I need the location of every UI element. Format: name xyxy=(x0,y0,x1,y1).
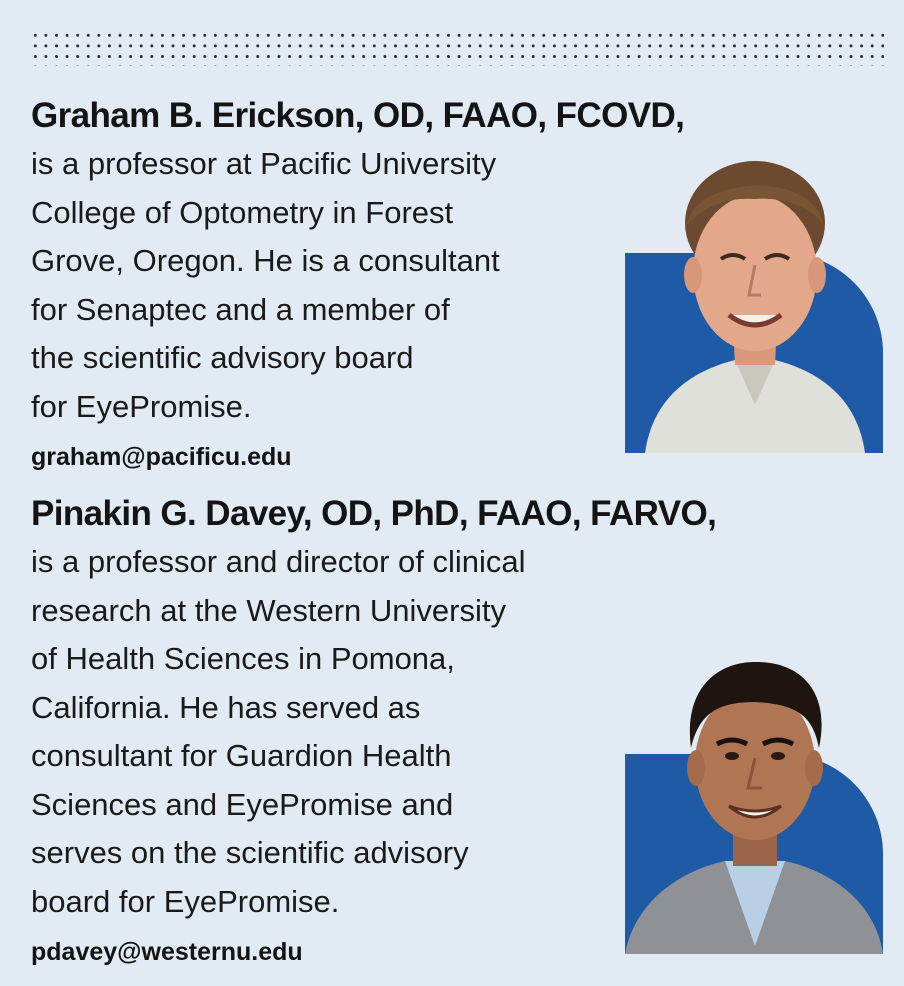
description-line: Grove, Oregon. He is a consultant xyxy=(31,243,500,278)
description-line: for Senaptec and a member of xyxy=(31,291,450,327)
description-line: for EyePromise. xyxy=(31,388,252,424)
author-description xyxy=(31,140,684,431)
description-line: California. He has served as xyxy=(31,689,421,725)
author-photo-pinakin-davey xyxy=(625,656,883,954)
author-name: Graham B. Erickson, OD, FAAO, FCOVD, xyxy=(31,96,685,135)
description-line: board for EyePromise. xyxy=(31,883,340,919)
description-line: is a professor at Pacific University xyxy=(31,146,497,181)
author-email-link[interactable]: graham@pacificu.edu xyxy=(31,443,292,471)
bio-pinakin-davey xyxy=(31,490,716,970)
author-photo-graham-erickson xyxy=(625,155,883,453)
bio-graham-erickson xyxy=(31,92,684,475)
description-line: research at the Western University xyxy=(31,592,506,628)
description-line: the scientific advisory board xyxy=(31,340,414,375)
description-line: Sciences and EyePromise and xyxy=(31,786,454,822)
description-line: College of Optometry in Forest xyxy=(31,194,454,230)
dotted-divider xyxy=(30,30,884,66)
description-line: serves on the scientific advisory xyxy=(31,835,469,870)
description-line: consultant for Guardion Health xyxy=(31,738,452,773)
description-line: is a professor and director of clinical xyxy=(31,544,526,579)
description-line: of Health Sciences in Pomona, xyxy=(31,641,455,676)
author-description xyxy=(31,538,716,926)
author-name: Pinakin G. Davey, OD, PhD, FAAO, FARVO, xyxy=(31,494,717,533)
author-email-link[interactable]: pdavey@westernu.edu xyxy=(31,938,303,966)
